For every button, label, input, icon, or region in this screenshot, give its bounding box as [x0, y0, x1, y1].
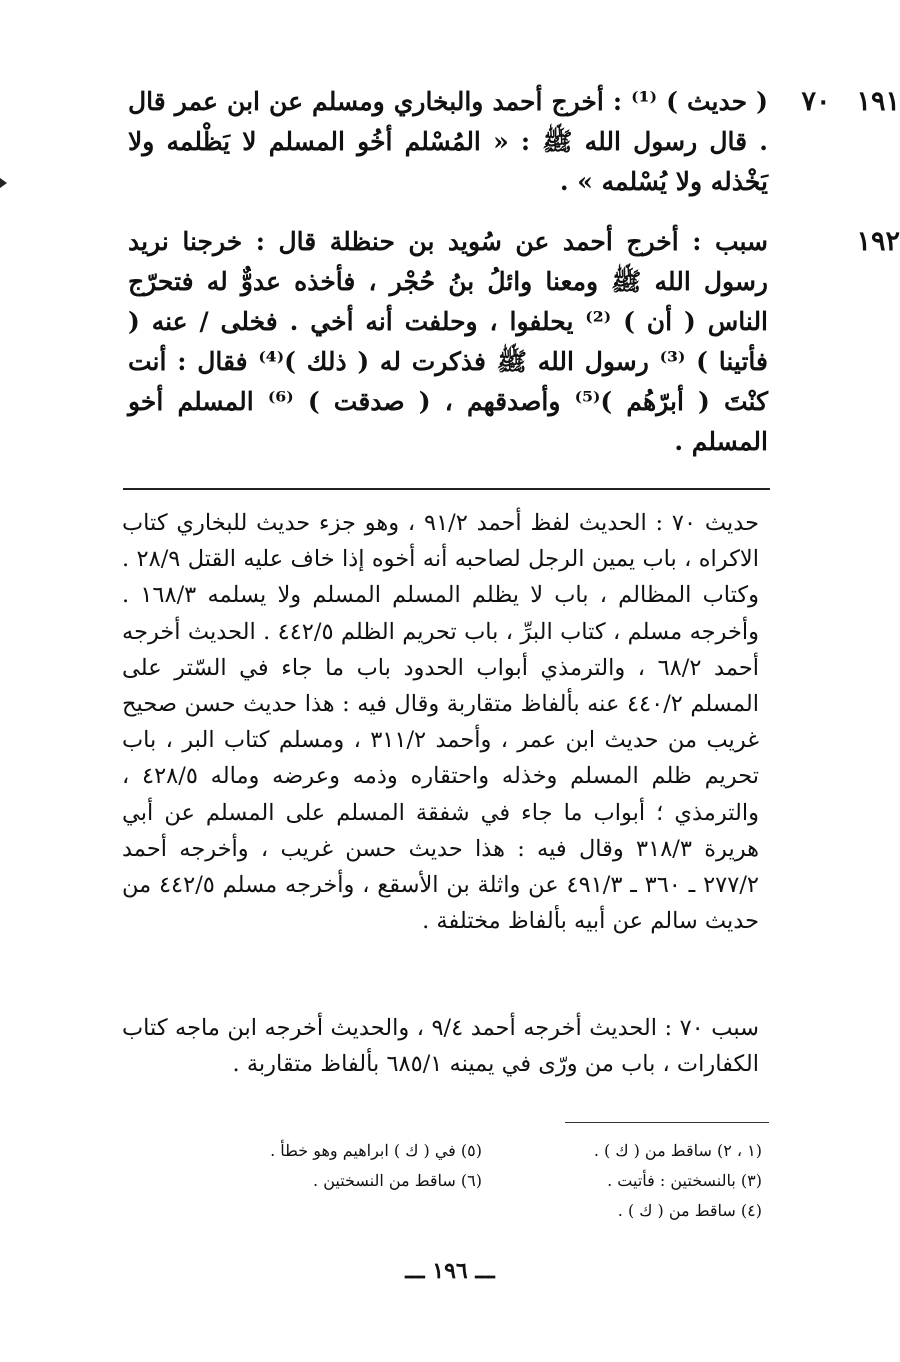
footnote: (٦) ساقط من النسختين . — [313, 1171, 482, 1190]
margin-mark — [0, 178, 7, 188]
entry-numbers — [782, 222, 900, 262]
commentary-hadith-70: حديث ٧٠ : الحديث لفظ أحمد ٩١/٢ ، وهو جزء حديث للبخاري كتاب الاكراه ، باب يمين الرجل لصاحبه أنه أخوه إذا خاف عليه القتل ٢٨/٩ . وكتاب المظالم ، باب لا يظلم المسلم المسلم ولا يسلمه ١٦٨/٣ . وأخرجه مسلم ، كتاب البرِّ ، باب تحريم الظلم ٤٤٢/٥ . الحديث أخرجه أحمد ٦٨/٢ ، والترمذي أبواب الحدود باب ما جاء في السّتر على المسلم ٤٤٠/٢ عنه بألفاظ متقاربة وقال فيه : هذا حديث حسن صحيح غريب من حديث ابن عمر ، وأحمد ٣١١/٢ ، ومسلم كتاب البر ، باب تحريم ظلم المسلم وخذله واحتقاره وذمه وعرضه وماله ٤٢٨/٥ ، والترمذي ؛ أبواب ما جاء في شفقة المسلم على المسلم عن أبي هريرة ٣١٨/٣ وقال فيه : هذا حديث حسن غريب ، وأخرجه أحمد ٢٧٧/٢ ـ ٣٦٠ ـ ٤٩١/٣ عن واثلة بن الأسقع ، وأخرجه مسلم ٤٤٢/٥ من حديث سالم عن أبيه بألفاظ مختلفة . — [122, 510, 760, 935]
footnotes-left-column — [182, 1136, 482, 1196]
hadith-reference: ٧٠ — [801, 86, 831, 117]
footnote: (٤) ساقط من ( ك ) . — [617, 1201, 762, 1220]
entry-text: ( حديث ) ⁽¹⁾ : أخرج أحمد والبخاري ومسلم عن ابن عمر قال . قال رسول الله ﷺ : « المُسْلم أخُو المسلم لا يَظْلمه ولا يَخْذله ولا يُسْلمه » . — [128, 87, 768, 196]
footnote: (٥) في ( ك ) ابراهيم وهو خطأ . — [270, 1141, 482, 1160]
footnote-divider — [565, 1122, 769, 1123]
entry-number: ١٩٢ — [856, 226, 900, 257]
section-divider — [123, 488, 770, 490]
footnotes-right-column — [542, 1136, 762, 1226]
footnote: (٣) بالنسختين : فأتيت . — [607, 1171, 762, 1190]
entry-191 — [128, 82, 900, 202]
commentary-sabab-70: سبب ٧٠ : الحديث أخرجه أحمد ٩/٤ ، والحديث أخرجه ابن ماجه كتاب الكفارات ، باب من ورّى في يمينه ٦٨٥/١ بألفاظ متقاربة . — [122, 1015, 759, 1078]
page-number: ـــ ١٩٦ ـــ — [405, 1258, 495, 1284]
entry-numbers — [782, 82, 900, 122]
footnote: (١ ، ٢) ساقط من ( ك ) . — [593, 1141, 762, 1160]
entry-192 — [128, 222, 900, 462]
entry-number: ١٩١ — [856, 86, 900, 117]
entry-text: سبب : أخرج أحمد عن سُويد بن حنظلة قال : خرجنا نريد رسول الله ﷺ ومعنا وائلُ بنُ حُجْر ، فأخذه عدوٌّ له فتحرّج الناس ( أن ) ⁽²⁾ يحلفوا ، وحلفت أنه أخي . فخلى / عنه ( فأتينا ) ⁽³⁾ رسول الله ﷺ فذكرت له ( ذلك )⁽⁴⁾ فقال : أنت كنْتَ ( أبرّهُم )⁽⁵⁾ وأصدقهم ، ( صدقت ) ⁽⁶⁾ المسلم أخو المسلم . — [128, 227, 769, 456]
